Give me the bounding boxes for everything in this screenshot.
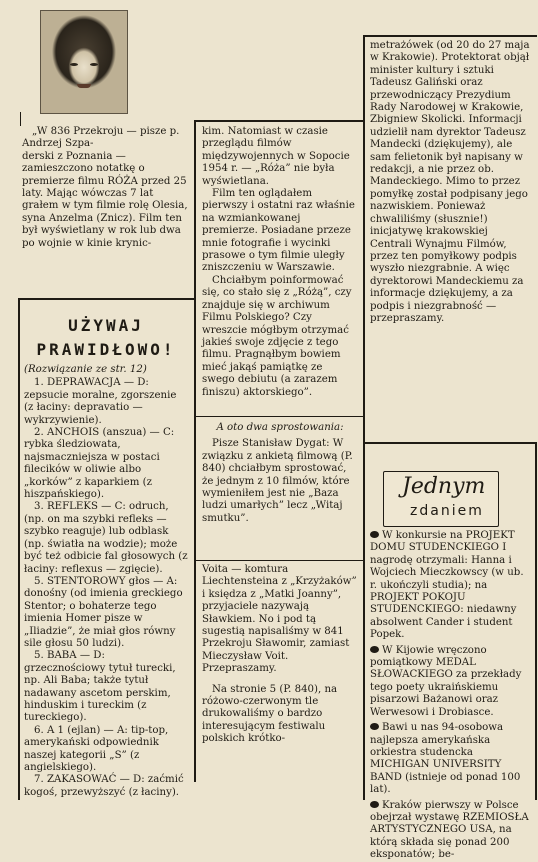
divider-heading-top [18,298,196,300]
right-item-4: Kraków pierwszy w Polsce obejrzał wystawę RZEMIOSŁA ARTYSTYCZNEGO USA, na którą składa się ponad 200 eksponatów; be- [370,799,529,861]
right-top-p: metrażówek (od 20 do 27 maja w Krakowie). Protektorat objął minister kultury i sztuki Tadeusz Galiński oraz przewodniczący Prezydium Rady Narodowej w Krakowie, Zbigniew Skolicki. Informacji udzielił nam dyrektor Tadeusz Mandecki (dziękujemy), ale sam felietonik był napisany w redakcji, a nie przez ob. Mandeckiego. Mimo to przez pomyłkę został podpisany jego nazwiskiem. Ponieważ chwaliliśmy (słusznie!) inicjatywę krakowskiej Centrali Wynajmu Filmów, przez ten pomyłkowy podpis wyszło niezgrabnie. A więc dyrektorowi Mandeckiemu za informacje dziękujemy, a za podpis i niezgrabność — przepraszamy. [370,40,530,324]
left-top-text [22,126,190,250]
divider-right-vert [535,442,537,800]
divider-top-mid [194,120,364,122]
divider-mid-sep-1 [196,416,363,417]
divider-top-right [363,35,537,37]
mid-correction-3: Na stronie 5 (P. 840), na różowo-czerwonym tle drukowaliśmy o bardzo interesującym festiwalu polskich krótko- [202,683,338,745]
right-item-1: W konkursie na PROJEKT DOMU STUDENCKIEGO I nagrodę otrzymali: Hanna i Wojciech Mieczkowscy (w ub. r. ukończyli studia); na PROJEKT POKOJU STUDENCKIEGO: niedawny absolwent Cander i student Popek. [370,530,524,641]
mid-p1: kim. Natomiast w czasie przeglądu filmów międzywojennych w Sopocie 1954 r. — „Róża” nie była wyświetlana. [202,126,350,187]
divider-mid-right [363,35,365,800]
mid-correction-title: A oto dwa sprostowania: [216,422,344,433]
mid-p3: Chciałbym poinformować się, co stało się z „Różą”, czy znajduje się w archiwum Filmu Polskiego? Czy wreszcie mógłbym otrzymać jakieś swoje zdjęcie z tego filmu. Pragnąłbym bowiem mieć jakąś pamiątkę ze swego debiutu (a zarazem finiszu) aktorskiego”. [202,274,352,398]
mid-top-text [202,126,358,399]
left-item-2: 2. ANCHOIS (anszua) — C: rybka śledziowata, najsmaczniejsza w postaci filecików w oliwie albo „korków” z kaparkiem (z hiszpańskiego). [24,427,175,501]
right-top-text [370,40,530,325]
right-item-2: W Kijowie wręczono pomiątkowy MEDAL SŁOWACKIEGO za przekłady tego poety ukraińskiemu pisarzowi Bażanowi oraz Werwesowi i Drobiasce. [370,644,522,718]
divider-mid-left [194,122,196,782]
bullet-icon [370,723,379,730]
divider-left-bottom [18,298,20,800]
left-subtitle: (Rozwiązanie ze str. 12) [24,364,147,375]
left-item-1: 1. DEPRAWACJA — D: zepsucie moralne, zgorszenie (z łaciny: depravatio — wykrzywienie). [24,377,177,426]
right-item-3: Bawi u nas 94-osobowa najlepsza amerykańska orkiestra studencka MICHIGAN UNIVERSITY BAND (istnieje od ponad 100 lat). [370,722,521,796]
box-heading-line-2: zdaniem [410,503,484,519]
mid-correction-2-block [202,564,358,746]
left-item-4: 5. STENTOROWY głos — A: donośny (od imienia greckiego Stentor; o bohaterze tego imienia Homer pisze w „Iliadzie”, że miał głos równy sile głosu 50 ludzi). [24,575,183,649]
left-item-5: 5. BABA — D: grzecznościowy tytuł turecki, np. Ali Baba; także tytuł nadawany ascetom perskim, hinduskim i tureckim (z tureckiego). [24,650,176,724]
left-items [24,364,188,799]
heading-line-2: PRAWIDŁOWO! [36,340,176,359]
bullet-icon [370,531,379,538]
divider-right-mid [363,442,537,444]
heading-line-1: UŻYWAJ [68,316,144,335]
left-item-7: 7. ZAKASOWAĆ — D: zaćmić kogoś, przewyższyć (z łaciny). [24,774,184,798]
divider-mid-sep-2 [196,560,363,561]
right-items [370,530,530,862]
jednym-zdaniem-heading [383,471,499,527]
portrait-photo [40,10,128,114]
box-heading-line-1: Jednym [402,474,486,499]
left-top-p2: derski z Poznania — zamieszczono notatkę o premierze filmu RÓŻA przed 25 laty. Mając wówczas 7 lat grałem w tym filmie rolę Olesia, syna Anzelma (Znicz). Film ten był wyświetlany w rok lub dwa po wojnie w kinie krynic- [22,150,188,249]
left-item-6: 6. A 1 (ejlan) — A: tip-top, amerykański odpowiednik naszej kategorii „S” (z angielskiego). [24,724,169,773]
bullet-icon [370,801,379,808]
divider-left-top [20,112,21,126]
mid-correction-1: Pisze Stanisław Dygat: W związku z ankietą filmową (P. 840) chciałbym sprostować, że jednym z 10 filmów, które wymieniłem jest nie „Baza ludzi umarłych” lecz „Witaj smutku”. [202,438,353,524]
bullet-icon [370,646,379,653]
mid-correction-2: Voita — komtura Liechtensteina z „Krzyżaków” i księdza z „Matki Joanny”, przyjaciele nazywają Sławkiem. No i pod tą sugestią napisaliśmy w 841 Przekroju Sławomir, zamiast Mieczysław Voit. Przepraszamy. [202,564,357,675]
left-item-3: 3. REFLEKS — C: odruch, (np. on ma szybki refleks — szybko reaguje) lub odblask (np. światła na wodzie); może być też odbicie fal głosowych (z łaciny: reflexus — zgięcie). [24,501,188,575]
mid-corrections [202,422,358,525]
left-top-p1: „W 836 Przekroju — pisze p. Andrzej Szpa- [22,126,180,150]
mid-p2: Film ten oglądałem pierwszy i ostatni raz właśnie na wzmiankowanej premierze. Posiadane przeze mnie fotografie i wycinki prasowe o tym filmie uległy zniszczeniu w Warszawie. [202,188,355,274]
